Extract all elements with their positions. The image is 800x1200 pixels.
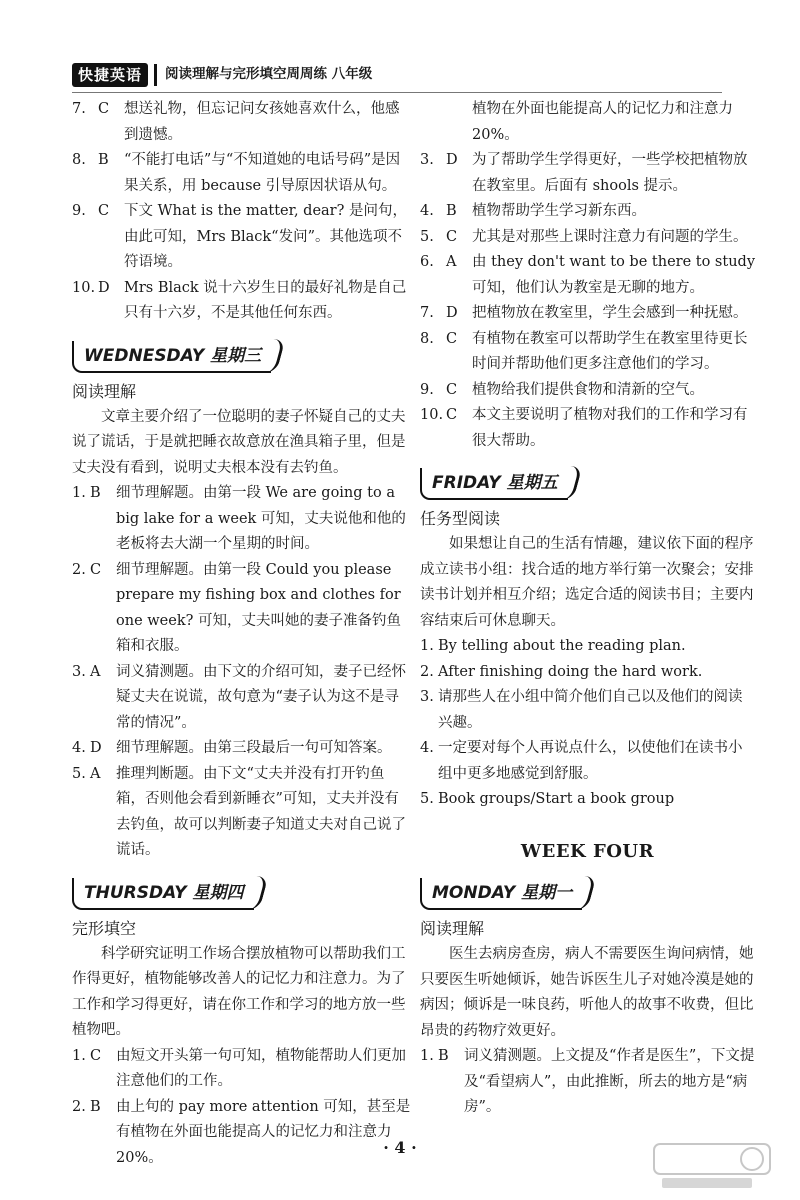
answer-item: 3. 请那些人在小组中简介他们自己以及他们的阅读兴趣。 [420, 689, 743, 731]
answer-item: 9. C 植物给我们提供食物和清新的空气。 [420, 381, 704, 398]
day-label-monday: MONDAY 星期一 [420, 878, 582, 910]
answer-item: 1. C 由短文开头第一句可知，植物能帮助人们更加注意他们的工作。 [72, 1047, 406, 1089]
answer-item: 1. B 细节理解题。由第一段 We are going to a big lake for a week 可知，丈夫说他和他的老板将去大湖一个星期的时间。 [72, 485, 406, 552]
answer-item: 5. C 尤其是对那些上课时注意力有问题的学生。 [420, 228, 748, 245]
answer-item: 1. B 词义猜测题。上文提及“作者是医生”，下文提及“看望病人”，由此推断，所去的地方是“病房”。 [420, 1048, 755, 1115]
answer-item: 4. B 植物帮助学生学习新东西。 [420, 203, 646, 219]
answer-item: 3. A 词义猜测题。由下文的介绍可知，妻子已经怀疑丈夫在说谎，故句意为“妻子认为这不是寻常的情况”。 [72, 663, 406, 731]
day-label-friday: FRIDAY 星期五 [420, 468, 568, 500]
answer-item: 3. D 为了帮助学生学得更好，一些学校把植物放在教室里。后面有 shools 提示。 [420, 152, 748, 194]
header-title: 阅读理解与完形填空周周练 八年级 [165, 66, 373, 83]
section-title: 阅读理解 [420, 919, 485, 938]
page-header [72, 62, 722, 88]
summary-paragraph: 医生去病房查房，病人不需要医生询问病情，她只要医生听她倾诉，她告诉医生儿子对她冷漠是她的病因；倾诉是一味良药，听他人的故事不收费，但比昂贵的药物疗效更好。 [420, 946, 754, 1039]
answer-item: 2. C 细节理解题。由第一段 Could you please prepare my fishing box and clothes for one week? 可知，丈夫叫她的妻子准备钓鱼箱和衣服。 [72, 561, 402, 654]
answer-item: 10. C 本文主要说明了植物对我们的工作和学习有很大帮助。 [420, 407, 748, 449]
answer-item: 5. Book groups/Start a book group [420, 791, 675, 807]
answer-item: 7. D 把植物放在教室里，学生会感到一种抚慰。 [420, 305, 748, 321]
day-label-thursday: THURSDAY 星期四 [72, 878, 254, 910]
header-divider [154, 64, 157, 86]
monday-answer-list-continued [72, 97, 412, 327]
answer-item: 2. After finishing doing the hard work. [420, 663, 703, 680]
answer-item: 5. A 推理判断题。由下文“丈夫并没有打开钓鱼箱，否则他会看到新睡衣”可知，丈夫并没有去钓鱼，故可以判断妻子知道丈夫对自己说了谎话。 [72, 765, 406, 858]
answer-item: 8. C 有植物在教室可以帮助学生在教室里待更长时间并帮助他们更多注意他们的学习。 [420, 330, 748, 372]
answer-item: 2. B 由上句的 pay more attention 可知，甚至是有植物在外面也能提高人的记忆力和注意力 20%。 [72, 1098, 411, 1166]
day-label-wednesday: WEDNESDAY 星期三 [72, 341, 271, 373]
answer-item [420, 97, 755, 148]
section-title: 任务型阅读 [420, 509, 501, 528]
answer-item: 4. D 细节理解题。由第三段最后一句可知答案。 [72, 740, 392, 756]
header-rule [72, 92, 722, 93]
answer-item: 9. C 下文 What is the matter, dear? 是问句，由此可知，Mrs Black“发问”。其他选项不符语境。 [72, 203, 407, 270]
section-title: 完形填空 [72, 918, 137, 938]
continued-text: 植物在外面也能提高人的记忆力和注意力 20%。 [472, 101, 733, 143]
summary-paragraph: 如果想让自己的生活有情趣，建议依下面的程序成立读书小组：找合适的地方举行第一次聚会；安排读书计划并相互介绍；选定合适的阅读书目；主要内容结束后可休息聊天。 [420, 536, 754, 629]
section-title: 阅读理解 [72, 381, 137, 401]
answer-item: 7. C 想送礼物，但忘记问女孩她喜欢什么，他感到遗憾。 [72, 101, 400, 143]
summary-paragraph: 科学研究证明工作场合摆放植物可以帮助我们工作得更好，植物能够改善人的记忆力和注意力。为了工作和学习得更好，请在你工作和学习的地方放一些植物吧。 [72, 945, 406, 1038]
answer-item: 8. B “不能打电话”与“不知道她的电话号码”是因果关系，用 because 引导原因状语从句。 [72, 152, 401, 194]
right-column [420, 97, 755, 1121]
page-number: · 4 · [383, 1138, 417, 1157]
summary-paragraph: 文章主要介绍了一位聪明的妻子怀疑自己的丈夫说了谎话，于是就把睡衣故意放在渔具箱子里，但是丈夫没有看到，说明丈夫根本没有去钓鱼。 [72, 408, 406, 476]
brand-logo: 快捷英语 [72, 63, 148, 87]
left-column [72, 97, 412, 1171]
week-title: WEEK FOUR [520, 840, 655, 862]
answer-item: 6. A 由 they don't want to be there to study 可知，他们认为教室是无聊的地方。 [420, 254, 756, 296]
answer-item: 4. 一定要对每个人再说点什么，以使他们在读书小组中更多地感觉到舒服。 [420, 740, 743, 782]
watermark-logo [652, 1142, 772, 1192]
answer-item: 10. D Mrs Black 说十六岁生日的最好礼物是自己只有十六岁，不是其他任何东西。 [72, 279, 407, 321]
answer-item: 1. By telling about the reading plan. [420, 638, 686, 654]
